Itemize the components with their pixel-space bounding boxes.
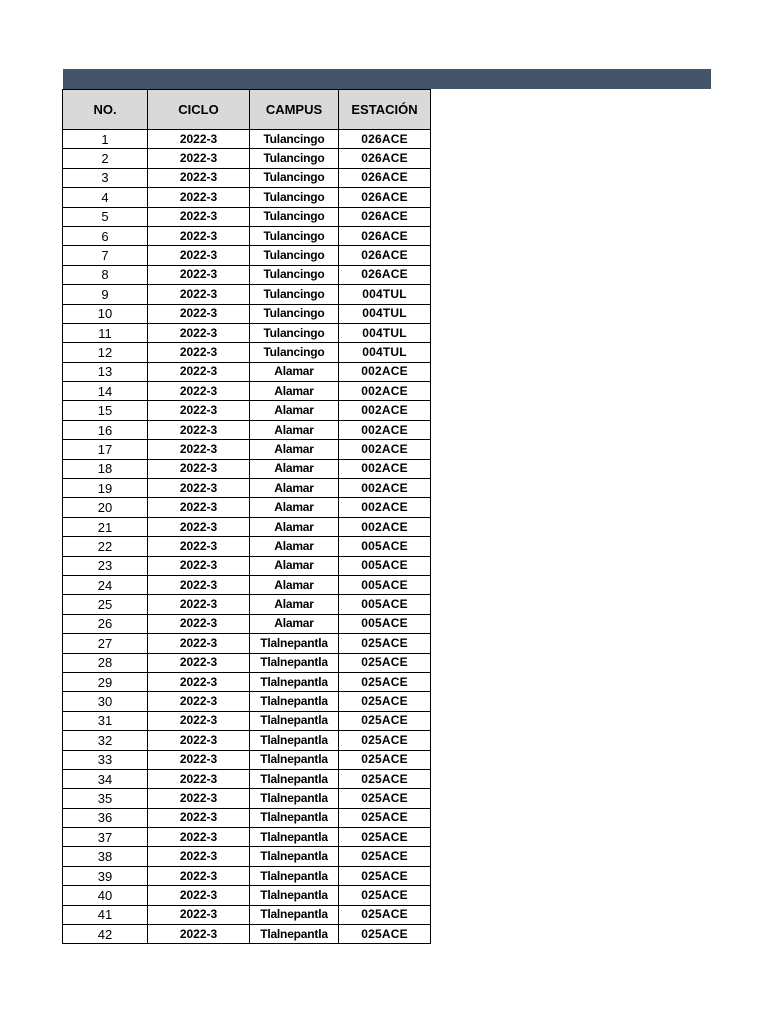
cell-campus: Alamar [250,459,339,478]
table-row [63,323,431,342]
cell-ciclo: 2022-3 [148,323,250,342]
cell-estacion: 026ACE [339,226,431,245]
table-row [63,711,431,730]
cell-campus: Alamar [250,517,339,536]
cell-campus: Alamar [250,382,339,401]
table-row [63,731,431,750]
cell-estacion: 005ACE [339,556,431,575]
cell-campus: Tlalnepantla [250,653,339,672]
cell-no: 7 [63,246,148,265]
cell-estacion: 004TUL [339,343,431,362]
cell-no: 22 [63,537,148,556]
cell-campus: Alamar [250,575,339,594]
table-row [63,459,431,478]
table-row [63,692,431,711]
cell-no: 24 [63,575,148,594]
cell-ciclo: 2022-3 [148,575,250,594]
table-row [63,653,431,672]
cell-no: 6 [63,226,148,245]
cell-campus: Alamar [250,401,339,420]
stations-table [62,89,431,944]
cell-no: 20 [63,498,148,517]
table-row [63,808,431,827]
cell-campus: Alamar [250,498,339,517]
cell-ciclo: 2022-3 [148,168,250,187]
cell-estacion: 025ACE [339,769,431,788]
cell-ciclo: 2022-3 [148,285,250,304]
table-row [63,575,431,594]
cell-estacion: 002ACE [339,498,431,517]
cell-ciclo: 2022-3 [148,925,250,944]
cell-ciclo: 2022-3 [148,130,250,149]
table-row [63,634,431,653]
cell-estacion: 005ACE [339,537,431,556]
cell-ciclo: 2022-3 [148,343,250,362]
cell-no: 32 [63,731,148,750]
cell-estacion: 025ACE [339,808,431,827]
cell-no: 28 [63,653,148,672]
table-row [63,420,431,439]
table-row [63,905,431,924]
table-row [63,362,431,381]
table-row [63,343,431,362]
table-row [63,866,431,885]
cell-no: 2 [63,149,148,168]
cell-ciclo: 2022-3 [148,731,250,750]
cell-campus: Tlalnepantla [250,905,339,924]
cell-no: 25 [63,595,148,614]
cell-campus: Tulancingo [250,130,339,149]
cell-estacion: 005ACE [339,595,431,614]
cell-estacion: 002ACE [339,401,431,420]
cell-campus: Tulancingo [250,265,339,284]
table-row [63,188,431,207]
cell-ciclo: 2022-3 [148,886,250,905]
cell-estacion: 002ACE [339,420,431,439]
cell-ciclo: 2022-3 [148,653,250,672]
cell-estacion: 025ACE [339,925,431,944]
cell-campus: Alamar [250,537,339,556]
cell-no: 31 [63,711,148,730]
cell-campus: Tulancingo [250,285,339,304]
cell-no: 37 [63,828,148,847]
cell-estacion: 004TUL [339,304,431,323]
cell-campus: Tlalnepantla [250,886,339,905]
cell-ciclo: 2022-3 [148,634,250,653]
cell-campus: Tlalnepantla [250,925,339,944]
table-row [63,537,431,556]
cell-ciclo: 2022-3 [148,866,250,885]
cell-no: 35 [63,789,148,808]
cell-ciclo: 2022-3 [148,149,250,168]
cell-no: 33 [63,750,148,769]
cell-estacion: 025ACE [339,905,431,924]
cell-campus: Tulancingo [250,149,339,168]
table-row [63,769,431,788]
cell-campus: Alamar [250,362,339,381]
cell-ciclo: 2022-3 [148,789,250,808]
cell-campus: Tlalnepantla [250,847,339,866]
cell-ciclo: 2022-3 [148,246,250,265]
cell-campus: Tlalnepantla [250,866,339,885]
cell-campus: Tulancingo [250,188,339,207]
cell-ciclo: 2022-3 [148,207,250,226]
table-row [63,207,431,226]
cell-estacion: 026ACE [339,188,431,207]
table-row [63,440,431,459]
cell-no: 13 [63,362,148,381]
cell-no: 12 [63,343,148,362]
cell-campus: Tulancingo [250,207,339,226]
column-header-estacion: ESTACIÓN [339,90,431,130]
cell-no: 39 [63,866,148,885]
cell-ciclo: 2022-3 [148,828,250,847]
table-row [63,672,431,691]
cell-no: 30 [63,692,148,711]
cell-campus: Alamar [250,420,339,439]
cell-no: 11 [63,323,148,342]
cell-campus: Tulancingo [250,226,339,245]
cell-campus: Tulancingo [250,168,339,187]
cell-no: 10 [63,304,148,323]
cell-campus: Alamar [250,614,339,633]
cell-no: 40 [63,886,148,905]
cell-estacion: 002ACE [339,440,431,459]
cell-ciclo: 2022-3 [148,808,250,827]
cell-ciclo: 2022-3 [148,420,250,439]
cell-no: 18 [63,459,148,478]
cell-ciclo: 2022-3 [148,517,250,536]
cell-ciclo: 2022-3 [148,750,250,769]
cell-ciclo: 2022-3 [148,614,250,633]
cell-ciclo: 2022-3 [148,382,250,401]
cell-estacion: 005ACE [339,575,431,594]
cell-campus: Tlalnepantla [250,731,339,750]
cell-campus: Tulancingo [250,304,339,323]
table-row [63,149,431,168]
cell-estacion: 025ACE [339,847,431,866]
cell-ciclo: 2022-3 [148,226,250,245]
cell-ciclo: 2022-3 [148,440,250,459]
table-row [63,556,431,575]
cell-estacion: 002ACE [339,517,431,536]
cell-estacion: 025ACE [339,828,431,847]
cell-no: 38 [63,847,148,866]
cell-no: 21 [63,517,148,536]
cell-ciclo: 2022-3 [148,401,250,420]
table-row [63,750,431,769]
cell-ciclo: 2022-3 [148,479,250,498]
cell-no: 17 [63,440,148,459]
cell-ciclo: 2022-3 [148,672,250,691]
cell-no: 15 [63,401,148,420]
table-row [63,847,431,866]
cell-campus: Tlalnepantla [250,789,339,808]
cell-ciclo: 2022-3 [148,595,250,614]
cell-estacion: 025ACE [339,731,431,750]
cell-estacion: 025ACE [339,692,431,711]
cell-estacion: 004TUL [339,285,431,304]
cell-estacion: 025ACE [339,789,431,808]
cell-estacion: 002ACE [339,479,431,498]
cell-campus: Alamar [250,440,339,459]
cell-campus: Tlalnepantla [250,750,339,769]
cell-campus: Tulancingo [250,246,339,265]
table-row [63,304,431,323]
table-row [63,595,431,614]
table-row [63,498,431,517]
cell-campus: Alamar [250,595,339,614]
table-row [63,479,431,498]
cell-no: 23 [63,556,148,575]
cell-campus: Tlalnepantla [250,828,339,847]
cell-estacion: 025ACE [339,750,431,769]
cell-campus: Tlalnepantla [250,692,339,711]
table-row [63,789,431,808]
cell-estacion: 025ACE [339,653,431,672]
cell-no: 16 [63,420,148,439]
cell-estacion: 002ACE [339,459,431,478]
cell-estacion: 005ACE [339,614,431,633]
cell-no: 14 [63,382,148,401]
column-header-campus: CAMPUS [250,90,339,130]
table-row [63,614,431,633]
cell-no: 19 [63,479,148,498]
table-row [63,265,431,284]
cell-no: 1 [63,130,148,149]
table-row [63,517,431,536]
cell-no: 9 [63,285,148,304]
cell-no: 29 [63,672,148,691]
table-row [63,925,431,944]
cell-estacion: 025ACE [339,886,431,905]
cell-estacion: 002ACE [339,362,431,381]
cell-estacion: 026ACE [339,168,431,187]
table-row [63,246,431,265]
cell-ciclo: 2022-3 [148,265,250,284]
cell-ciclo: 2022-3 [148,498,250,517]
cell-ciclo: 2022-3 [148,905,250,924]
cell-ciclo: 2022-3 [148,711,250,730]
cell-no: 26 [63,614,148,633]
cell-ciclo: 2022-3 [148,537,250,556]
cell-estacion: 025ACE [339,711,431,730]
cell-ciclo: 2022-3 [148,459,250,478]
table-header-row [63,90,431,130]
cell-ciclo: 2022-3 [148,847,250,866]
cell-estacion: 026ACE [339,130,431,149]
cell-no: 3 [63,168,148,187]
cell-no: 27 [63,634,148,653]
table-row [63,226,431,245]
cell-estacion: 026ACE [339,246,431,265]
column-header-ciclo: CICLO [148,90,250,130]
cell-estacion: 026ACE [339,265,431,284]
header-bar [63,69,711,89]
cell-campus: Tlalnepantla [250,634,339,653]
cell-campus: Tlalnepantla [250,808,339,827]
cell-campus: Tlalnepantla [250,672,339,691]
table-row [63,382,431,401]
cell-no: 5 [63,207,148,226]
cell-campus: Tlalnepantla [250,769,339,788]
table-row [63,285,431,304]
cell-ciclo: 2022-3 [148,304,250,323]
cell-ciclo: 2022-3 [148,769,250,788]
cell-ciclo: 2022-3 [148,556,250,575]
table-row [63,130,431,149]
cell-campus: Tulancingo [250,343,339,362]
cell-estacion: 025ACE [339,672,431,691]
cell-estacion: 025ACE [339,866,431,885]
cell-no: 36 [63,808,148,827]
cell-campus: Tlalnepantla [250,711,339,730]
table-row [63,886,431,905]
cell-no: 41 [63,905,148,924]
cell-campus: Alamar [250,556,339,575]
column-header-no: NO. [63,90,148,130]
cell-ciclo: 2022-3 [148,692,250,711]
cell-campus: Alamar [250,479,339,498]
cell-estacion: 004TUL [339,323,431,342]
cell-ciclo: 2022-3 [148,188,250,207]
cell-estacion: 025ACE [339,634,431,653]
cell-no: 34 [63,769,148,788]
cell-ciclo: 2022-3 [148,362,250,381]
cell-no: 4 [63,188,148,207]
cell-estacion: 002ACE [339,382,431,401]
table-row [63,401,431,420]
table-row [63,828,431,847]
cell-campus: Tulancingo [250,323,339,342]
cell-no: 42 [63,925,148,944]
cell-no: 8 [63,265,148,284]
cell-estacion: 026ACE [339,149,431,168]
cell-estacion: 026ACE [339,207,431,226]
table-row [63,168,431,187]
